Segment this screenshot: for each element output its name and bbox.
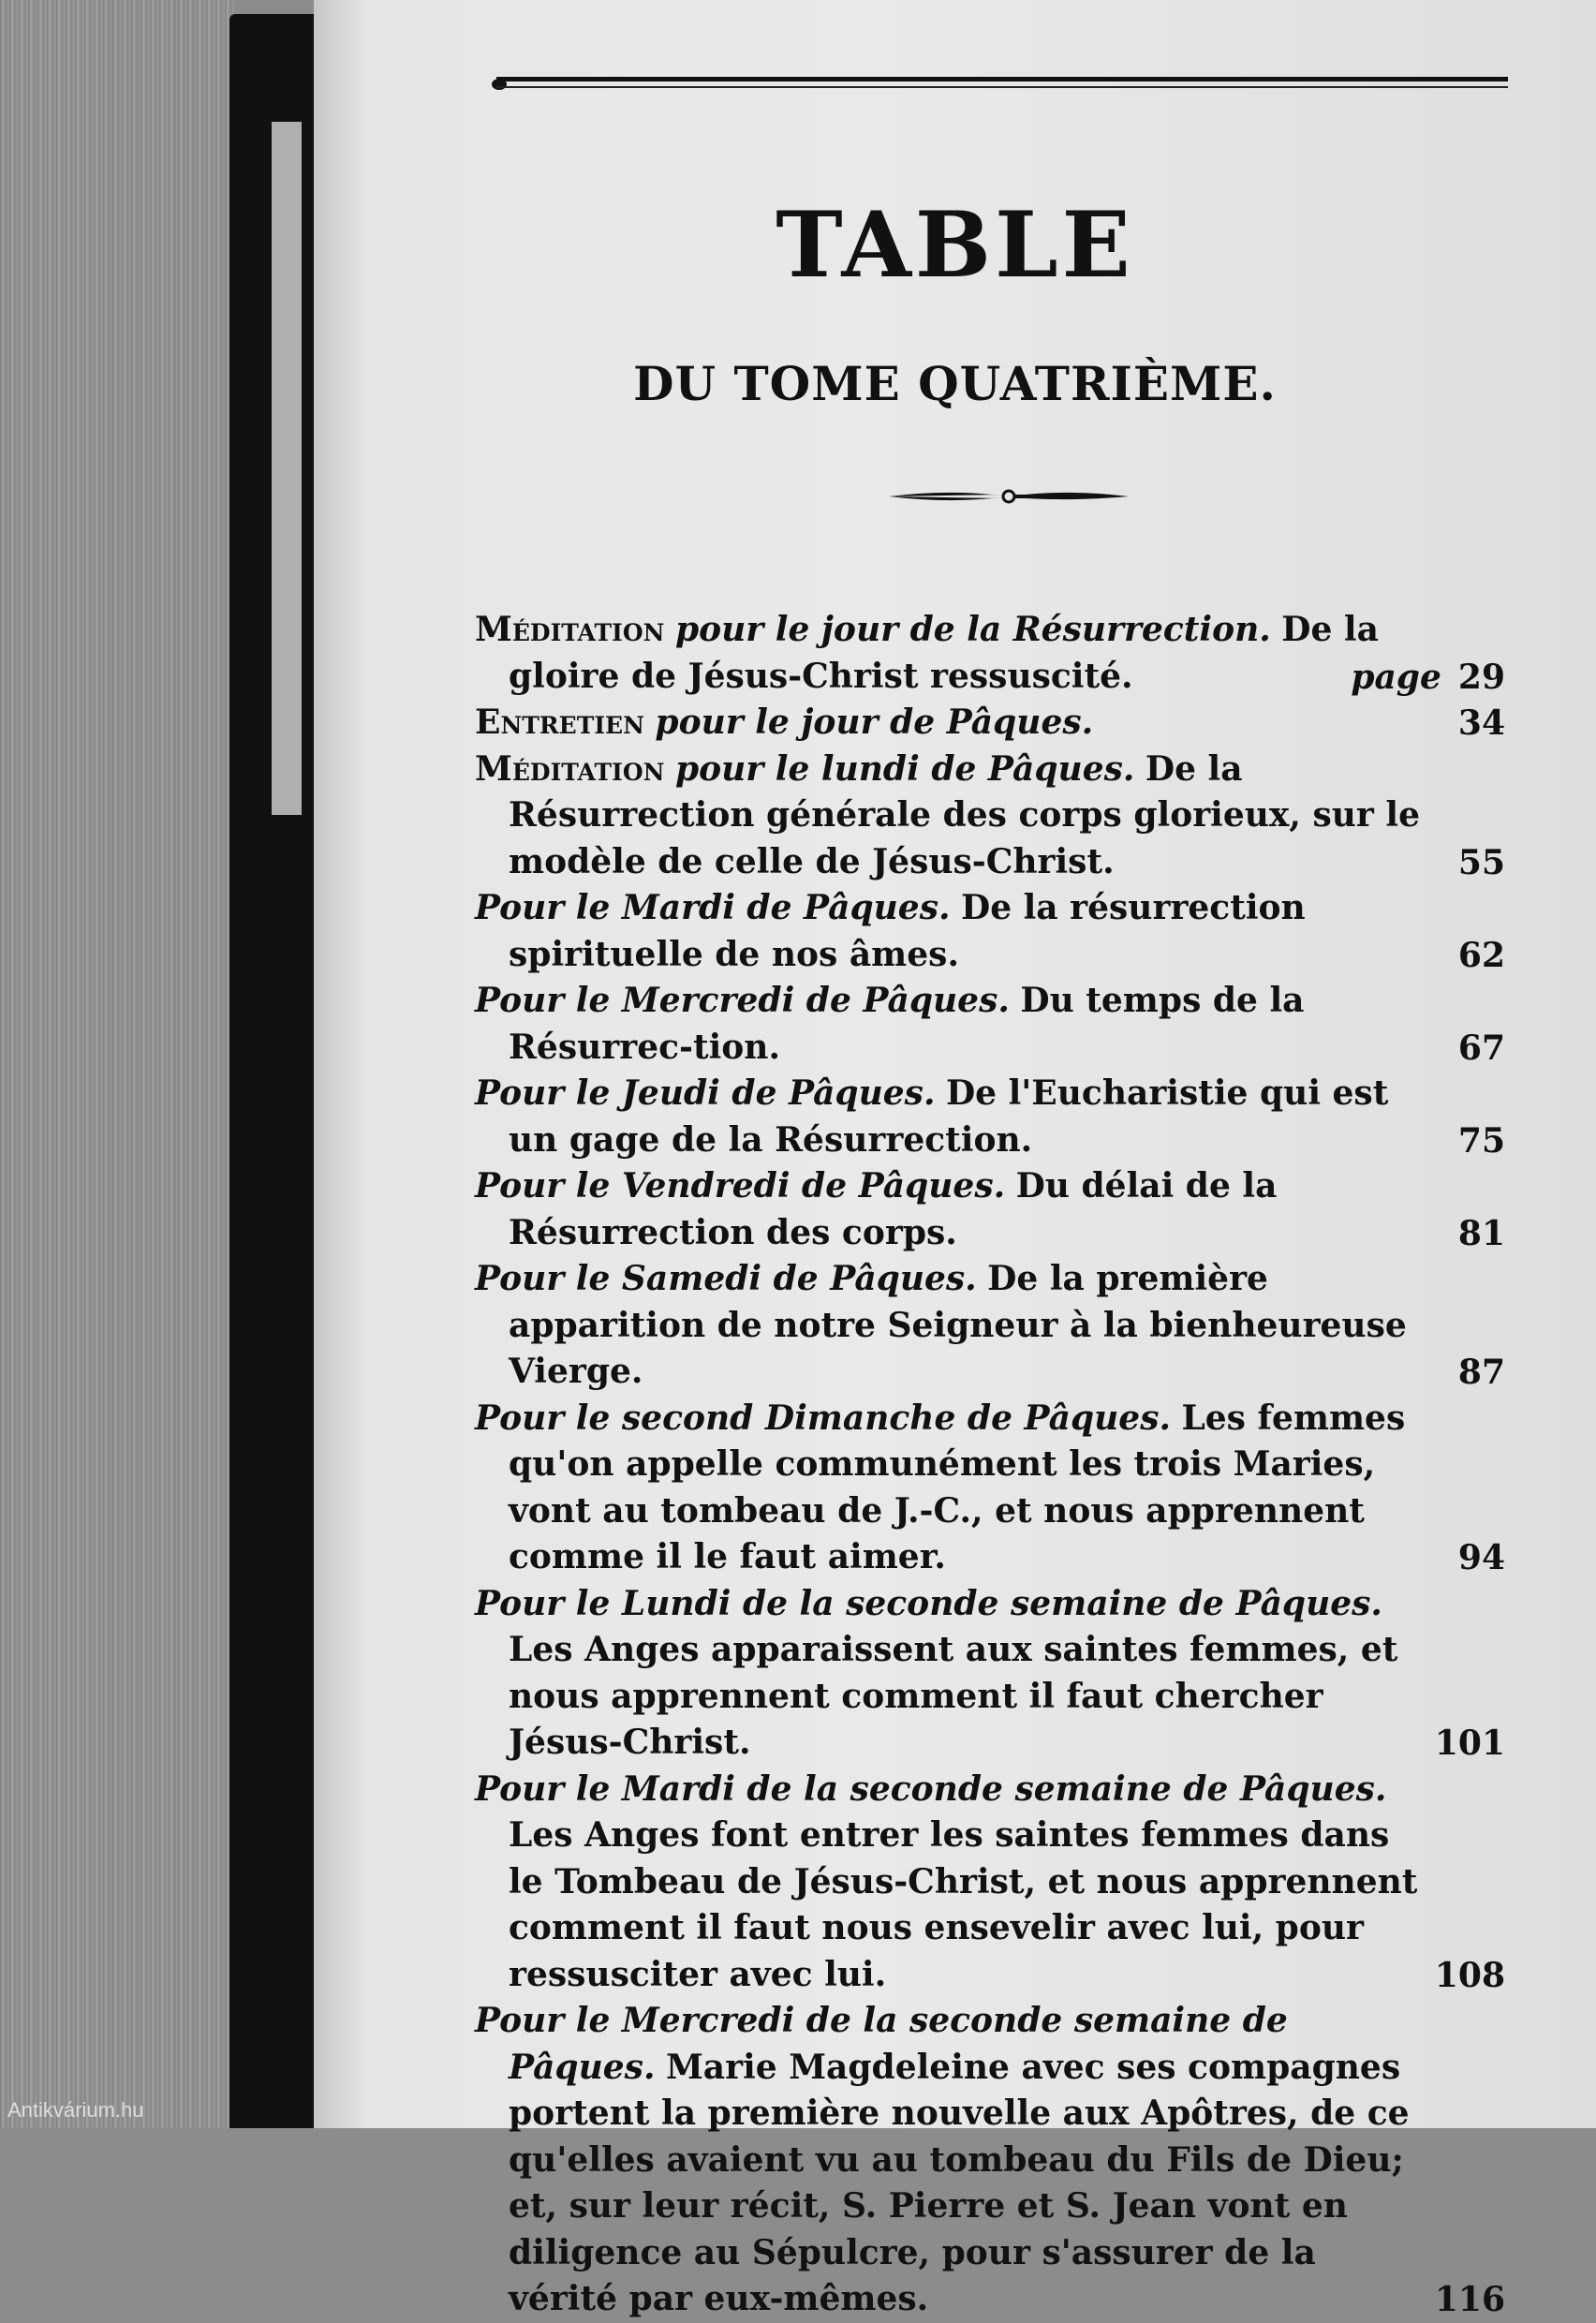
page-number: 29 — [1457, 657, 1505, 697]
entry-description: Du délai de la Résurrection des corps. — [509, 1166, 1278, 1252]
toc-entry[interactable] — [475, 1163, 1505, 1256]
ornament-divider — [887, 482, 1130, 510]
entry-heading: pour le jour de la Résurrection. — [674, 610, 1271, 649]
toc-entry[interactable] — [475, 885, 1505, 978]
toc-entry[interactable] — [475, 1581, 1505, 1767]
toc-entry[interactable] — [475, 747, 1505, 886]
entry-heading: Pour le Vendredi de Pâques. — [475, 1166, 1006, 1206]
entry-description: De la première apparition de notre Seigneur à la bienheureuse Vierge. — [509, 1259, 1407, 1391]
page-number: 81 — [1457, 1213, 1505, 1253]
entry-heading: Pour le Samedi de Pâques. — [475, 1259, 977, 1298]
book-page — [314, 0, 1596, 2319]
entry-description: Les femmes qu'on appelle communément les trois Maries, vont au tombeau de J.-C., et nous apprennent comme il le faut aimer. — [509, 1398, 1406, 1576]
entry-lead: Entretien — [475, 703, 644, 742]
entry-description: Marie Magdeleine avec ses compagnes portent la première nouvelle aux Apôtres, de ce qu'elles avaient vu au tombeau du Fils de Dieu; et, sur leur récit, S. Pierre et S. Jean vont en diligence au Sépulcre, pour s'assurer de la vérité par eux-mêmes. — [509, 2047, 1410, 2318]
entry-description: Du temps de la Résurrec-tion. — [509, 981, 1305, 1067]
entry-heading: Pour le second Dimanche de Pâques. — [475, 1398, 1171, 1438]
entry-description: De la Résurrection générale des corps glorieux, sur le modèle de celle de Jésus-Christ. — [509, 748, 1420, 881]
entry-description: Les Anges font entrer les saintes femmes dans le Tombeau de Jésus-Christ, et nous apprennent comment il faut nous ensevelir avec lui, pour ressusciter avec lui. — [509, 1815, 1418, 1994]
entry-description: Les Anges apparaissent aux saintes femmes, et nous apprennent comment il faut chercher Jésus-Christ. — [509, 1630, 1398, 1762]
toc-entry[interactable] — [475, 700, 1505, 747]
entry-heading: Pour le Mardi de Pâques. — [475, 888, 951, 927]
entry-heading: Pour le Mercredi de Pâques. — [475, 981, 1010, 1020]
top-rule-thin — [496, 86, 1508, 88]
toc-entry[interactable] — [475, 1998, 1505, 2323]
entry-description: De la résurrection spirituelle de nos âmes. — [509, 888, 1306, 974]
page-number: 87 — [1457, 1353, 1505, 1392]
background-wall — [0, 0, 234, 2128]
entry-heading: Pour le Lundi de la seconde semaine de Pâques. — [475, 1583, 1382, 1623]
page-number: 67 — [1457, 1028, 1505, 1068]
toc-entry[interactable] — [475, 1071, 1505, 1163]
page-label: page — [1351, 657, 1441, 697]
entry-lead: Méditation — [475, 748, 665, 789]
page-number: 34 — [1457, 703, 1505, 743]
entry-lead: Méditation — [475, 610, 665, 649]
page-number: 94 — [1457, 1538, 1505, 1577]
toc-entry[interactable] — [475, 1256, 1505, 1396]
page-title: TABLE — [776, 192, 1134, 298]
entry-description: De la gloire de Jésus-Christ ressuscité. — [509, 610, 1379, 696]
table-of-contents — [475, 607, 1505, 2323]
entry-heading: Pour le Jeudi de Pâques. — [475, 1073, 936, 1113]
page-number: 116 — [1434, 2280, 1505, 2319]
entry-heading: pour le lundi de Pâques. — [674, 748, 1135, 789]
page-number: 62 — [1457, 935, 1505, 975]
entry-description: De l'Eucharistie qui est un gage de la Résurrection. — [509, 1073, 1389, 1160]
watermark: Antikvárium.hu — [7, 2098, 144, 2122]
toc-entry[interactable] — [475, 1767, 1505, 1999]
page-number: 108 — [1434, 1955, 1505, 1995]
entry-heading: Pour le Mardi de la seconde semaine de Pâques. — [475, 1768, 1387, 1809]
page-subtitle: DU TOME QUATRIÈME. — [633, 356, 1277, 411]
top-rule — [496, 77, 1508, 81]
page-number: 101 — [1434, 1724, 1505, 1763]
entry-heading: Pour le Mercredi de la seconde semaine de Pâques. — [475, 2001, 1288, 2087]
page-number: 55 — [1457, 842, 1505, 882]
page-number: 75 — [1457, 1120, 1505, 1161]
toc-entry[interactable] — [475, 978, 1505, 1071]
entry-heading: pour le jour de Pâques. — [655, 703, 1094, 742]
spine-highlight — [272, 122, 302, 815]
toc-entry[interactable] — [475, 607, 1505, 700]
toc-entry[interactable] — [475, 1396, 1505, 1581]
